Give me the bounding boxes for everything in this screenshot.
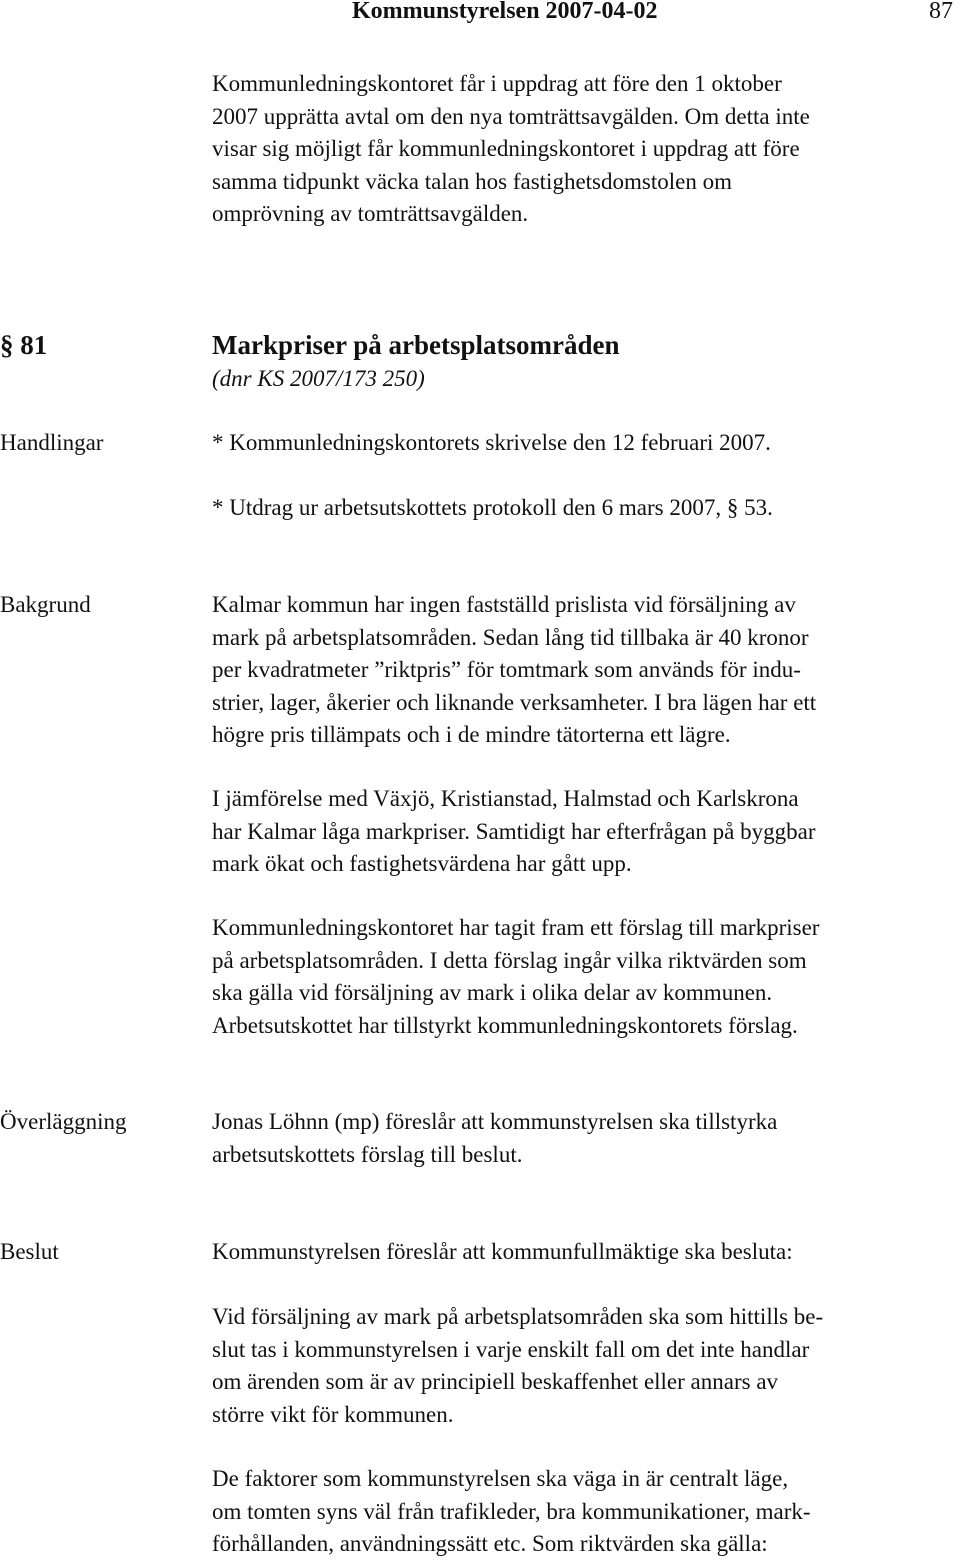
text-line: mark ökat och fastighetsvärdena har gått upp. (212, 851, 632, 876)
section-title: Markpriser på arbetsplatsområden (212, 330, 620, 360)
bakgrund-label: Bakgrund (0, 592, 91, 617)
text-line: Jonas Löhnn (mp) föreslår att kommunstyrelsen ska tillstyrka (212, 1109, 778, 1134)
bakgrund-paragraph (212, 589, 816, 752)
overlaggning-paragraph (212, 1106, 777, 1171)
text-line: ska gälla vid försäljning av mark i olika delar av kommunen. (212, 980, 773, 1005)
page-header-title: Kommunstyrelsen 2007-04-02 (352, 0, 658, 24)
text-line: omprövning av tomträttsavgälden. (212, 201, 529, 226)
text-line: strier, lager, åkerier och liknande verksamheter. I bra lägen har ett (212, 689, 817, 715)
text-line: högre pris tillämpats och i de mindre tätorterna ett lägre. (212, 722, 731, 747)
text-line: förhållanden, användningssätt etc. Som riktvärden ska gälla: (212, 1531, 768, 1556)
handlingar-item: * Utdrag ur arbetsutskottets protokoll den 6 mars 2007, § 53. (212, 495, 773, 520)
beslut-paragraph (212, 1301, 823, 1431)
text-line: arbetsutskottets förslag till beslut. (212, 1141, 523, 1167)
text-line: Kommunledningskontoret har tagit fram ett förslag till markpriser (212, 915, 820, 940)
overlaggning-label: Överläggning (0, 1109, 127, 1134)
bakgrund-paragraph (212, 912, 819, 1042)
text-line: Kalmar kommun har ingen fastställd prislista vid försäljning av (212, 592, 796, 617)
page-number: 87 (929, 0, 953, 24)
section-dnr: (dnr KS 2007/173 250) (212, 366, 425, 391)
text-line: på arbetsplatsområden. I detta förslag ingår vilka riktvärden som (212, 947, 807, 973)
text-line: I jämförelse med Växjö, Kristianstad, Halmstad och Karlskrona (212, 786, 799, 811)
bakgrund-paragraph (212, 783, 816, 881)
text-line: Vid försäljning av mark på arbetsplatsområden ska som hittills be- (212, 1304, 824, 1329)
beslut-intro: Kommunstyrelsen föreslår att kommunfullmäktige ska besluta: (212, 1239, 793, 1264)
text-line: Kommunledningskontoret får i uppdrag att före den 1 oktober (212, 71, 782, 96)
text-line: om tomten syns väl från trafikleder, bra kommunikationer, mark- (212, 1498, 811, 1524)
beslut-paragraph (212, 1463, 811, 1561)
intro-paragraph (212, 68, 810, 231)
text-line: har Kalmar låga markpriser. Samtidigt har efterfrågan på byggbar (212, 818, 816, 844)
text-line: Arbetsutskottet har tillstyrkt kommunledningskontorets förslag. (212, 1012, 798, 1038)
text-line: De faktorer som kommunstyrelsen ska väga in är centralt läge, (212, 1466, 789, 1491)
section-number: § 81 (0, 330, 48, 360)
text-line: slut tas i kommunstyrelsen i varje enskilt fall om det inte handlar (212, 1336, 810, 1362)
text-line: samma tidpunkt väcka talan hos fastighetsdomstolen om (212, 168, 732, 194)
text-line: större vikt för kommunen. (212, 1401, 454, 1427)
text-line: om ärenden som är av principiell beskaffenhet eller annars av (212, 1369, 779, 1394)
text-line: per kvadratmeter ”riktpris” för tomtmark som används för indu- (212, 657, 801, 682)
handlingar-label: Handlingar (0, 430, 104, 455)
text-line: visar sig möjligt får kommunledningskontoret i uppdrag att före (212, 136, 800, 161)
beslut-label: Beslut (0, 1239, 59, 1264)
handlingar-item: * Kommunledningskontorets skrivelse den 12 februari 2007. (212, 430, 771, 455)
text-line: mark på arbetsplatsområden. Sedan lång tid tillbaka är 40 kronor (212, 624, 809, 650)
text-line: 2007 upprätta avtal om den nya tomträttsavgälden. Om detta inte (212, 103, 810, 129)
